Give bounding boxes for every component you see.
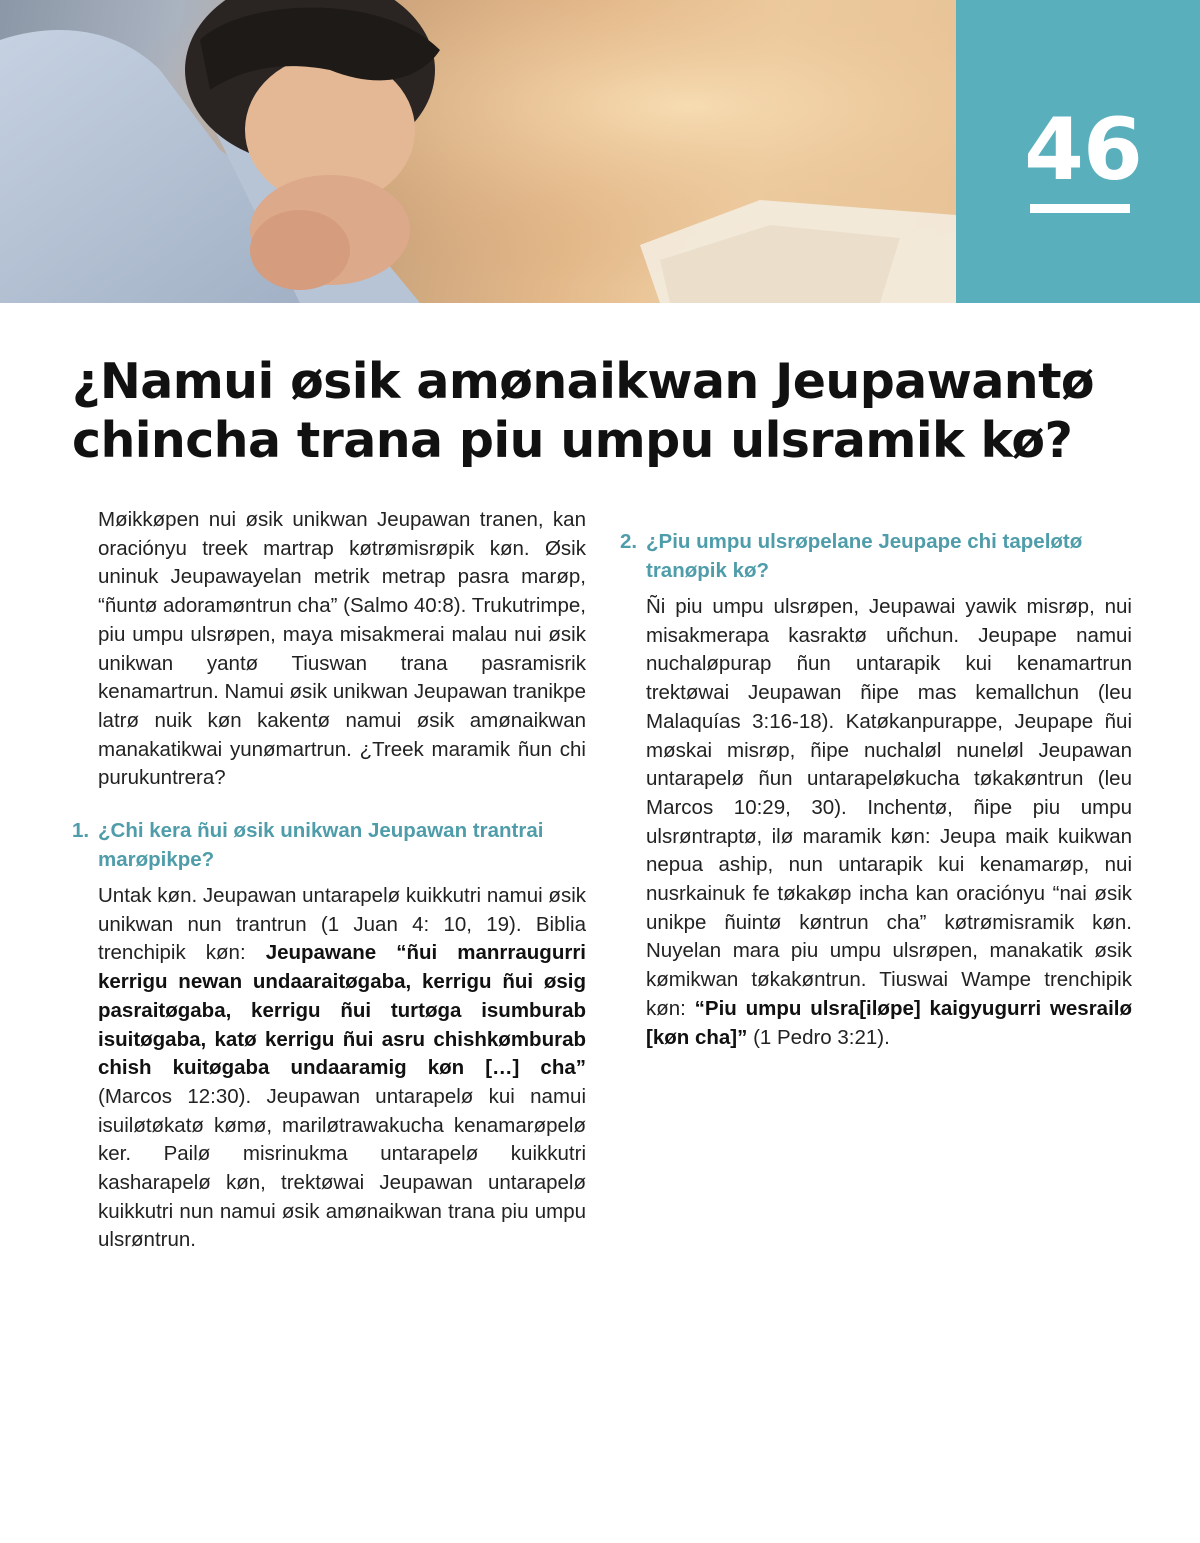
praying-man-illustration	[0, 0, 956, 303]
question-2-text: ¿Piu umpu ulsrøpelane Jeupape chi tapeløtø tranøpik kø?	[646, 530, 1083, 582]
text-column-right	[620, 506, 1132, 1052]
lesson-number-box	[956, 0, 1200, 303]
answer-2-text-end: (1 Pedro 3:21).	[747, 1025, 890, 1049]
question-1-number: 1.	[72, 819, 90, 843]
question-2-number: 2.	[620, 530, 638, 553]
question-2	[620, 528, 1132, 585]
question-1	[72, 817, 586, 874]
answer-2-quote: “Piu umpu ulsra[iløpe] kaigyugurri wesrailø [køn cha]”	[646, 996, 1132, 1049]
header-photo	[0, 0, 956, 303]
page-title: ¿Namui øsik amønaikwan Jeupawantø chincha trana piu umpu ulsramik kø?	[72, 353, 1094, 469]
answer-2-paragraph	[646, 593, 1132, 1052]
answer-1-quote: Jeupawane “ñui manrraugurri kerrigu newan undaaraitøgaba, kerrigu ñui øsig pasraitøgaba, kerrigu ñui turtøga isumburab isuitøgaba, katø kerrigu ñui asru chishkømburab chish kuitøgaba undaaramig køn […] cha”	[98, 941, 586, 1080]
answer-1-text-end: (Marcos 12:30). Jeupawan untarapelø kui namui isuiløtøkatø kømø, mariløtrawakucha kenamarøpelø ker. Pailø misrinukma untarapelø kuikkutri kasharapelø køn, trektøwai Jeupawan untarapelø kuikkutri nun namui øsik amønaikwan trana piu umpu ulsrøntrun.	[98, 1084, 586, 1252]
text-column-left	[72, 506, 586, 1255]
answer-1-text-start: Untak køn. Jeupawan untarapelø kuikkutri namui øsik unikwan nun trantrun (1 Juan 4: 10, 19). Biblia trenchipik køn:	[98, 884, 586, 965]
intro-paragraph: Møikkøpen nui øsik unikwan Jeupawan tranen, kan oraciónyu treek martrap køtrømisrøpik køn. Øsik uninuk Jeupawayelan metrik metrap pasra marøp, “ñuntø adoramøntrun cha” (Salmo 40:8). Trukutrimpe, piu umpu ulsrøpen, maya misakmerai malau nui øsik unikwan yantø Tiuswan trana pasramisrik kenamartrun. Namui øsik unikwan Jeupawan tranikpe latrø nuik køn kakentø namui øsik amønaikwan manakatikwai yunømartrun. ¿Treek maramik ñun chi purukuntrera?	[98, 508, 586, 790]
question-1-text: ¿Chi kera ñui øsik unikwan Jeupawan trantrai marøpikpe?	[98, 819, 544, 871]
lesson-number: 46	[1024, 100, 1142, 200]
lesson-number-underline	[1030, 204, 1130, 213]
answer-2-text-start: Ñi piu umpu ulsrøpen, Jeupawai yawik misrøp, nui misakmerapa kasraktø uñchun. Jeupape namui nuchaløpurap ñun untarapik kui kenamartrun trektøwai Jeupawan ñipe mas kemallchun (leu Malaquías 3:16-18). Katøkanpurappe, Jeupape ñui møskai misrøp, ñipe nuchaløl nuneløl Jeupawan untarapelø ñun untarapeløkucha tøkakøntrun (leu Marcos 10:29, 30). Inchentø, ñipe piu umpu ulsrøntraptø, ilø maramik køn: Jeupa maik kuikwan nepua aship, nun untarapik kui kenamarøp, nui nusrkainuk fe tøkakøp incha kan oraciónyu “nai øsik unikpe ñuintø køntrun cha” køtrømisramik køn. Nuyelan mara piu umpu ulsrøpen, manakatik øsik kømikwan tøkakøntrun. Tiuswai Wampe trenchipik køn:	[646, 595, 1132, 1020]
answer-1-paragraph	[98, 882, 586, 1255]
